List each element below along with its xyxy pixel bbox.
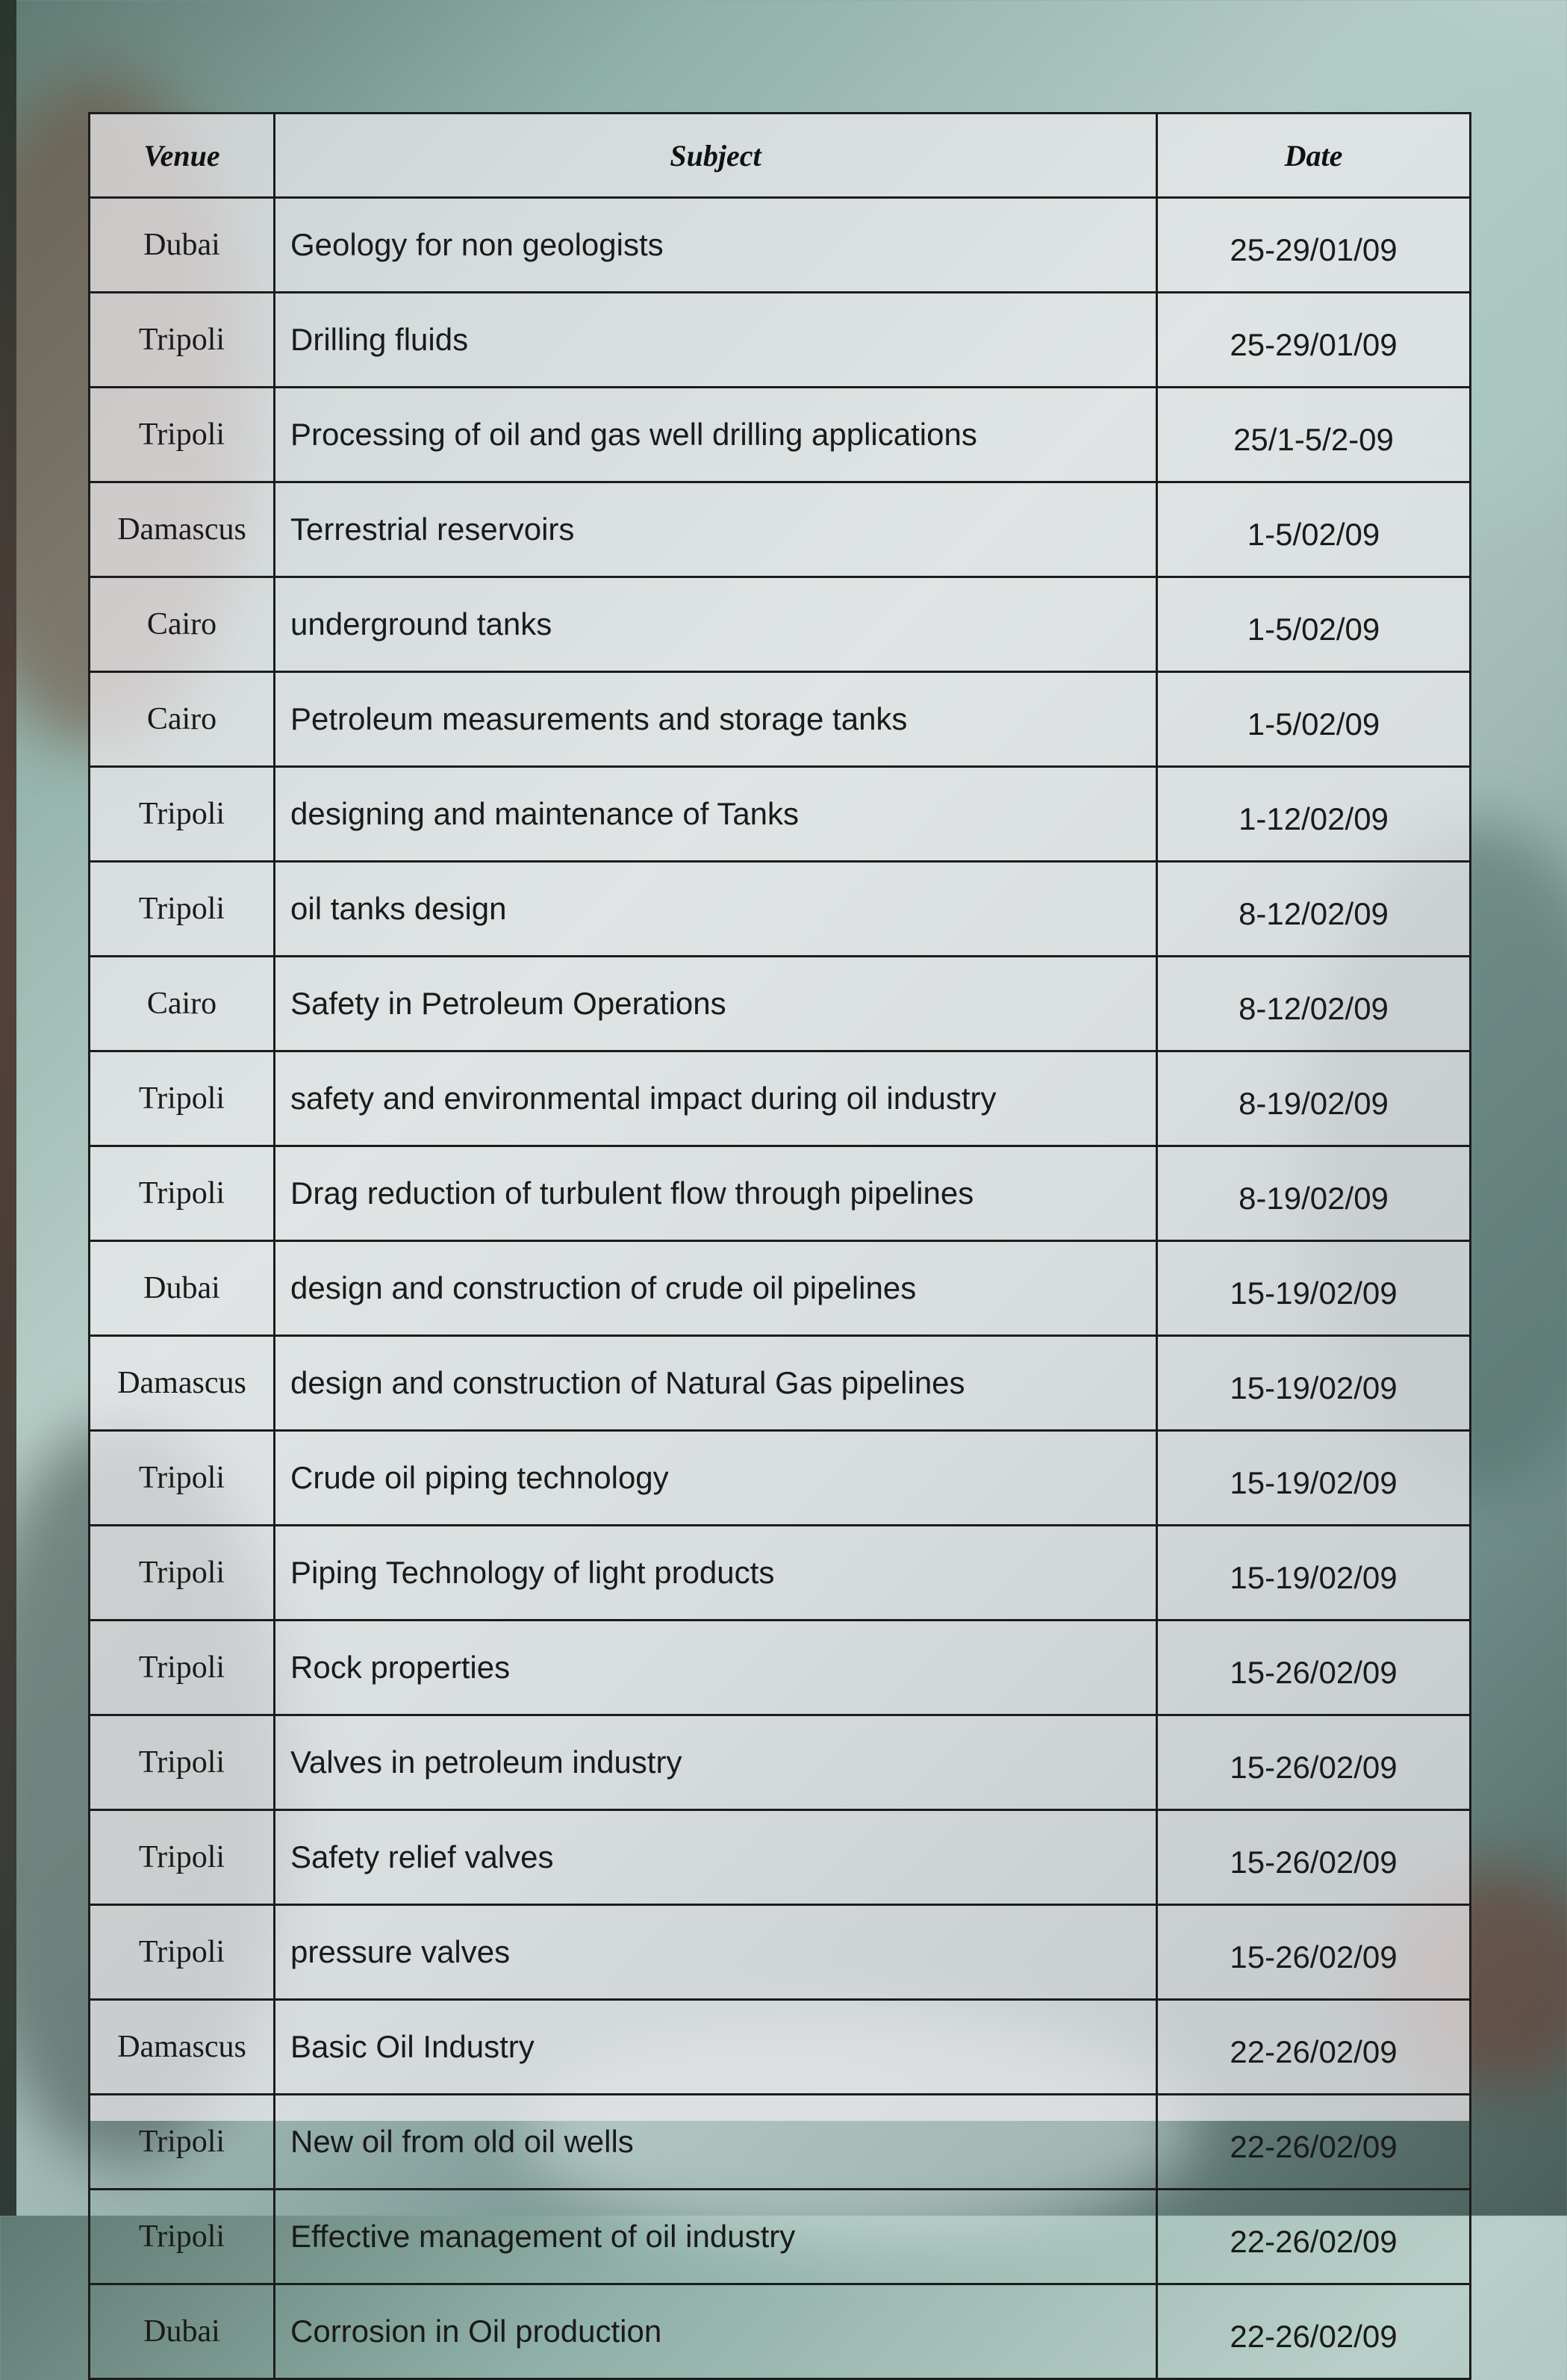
subject-cell: Rock properties (275, 1621, 1157, 1715)
table-row (90, 2095, 1471, 2190)
date-cell: 8-19/02/09 (1157, 1051, 1471, 1146)
venue-cell: Dubai (90, 1241, 275, 1336)
venue-cell: Tripoli (90, 1146, 275, 1241)
table-row (90, 1526, 1471, 1621)
date-cell: 25/1-5/2-09 (1157, 388, 1471, 482)
table-row (90, 767, 1471, 862)
table-row (90, 672, 1471, 767)
venue-cell: Tripoli (90, 2095, 275, 2190)
subject-cell: design and construction of Natural Gas pipelines (275, 1336, 1157, 1431)
date-cell: 15-19/02/09 (1157, 1336, 1471, 1431)
date-cell: 1-12/02/09 (1157, 767, 1471, 862)
table-row (90, 957, 1471, 1051)
table-row (90, 1810, 1471, 1905)
venue-cell: Tripoli (90, 1905, 275, 2000)
subject-cell: Piping Technology of light products (275, 1526, 1157, 1621)
venue-cell: Dubai (90, 198, 275, 293)
date-cell: 15-19/02/09 (1157, 1241, 1471, 1336)
date-cell: 25-29/01/09 (1157, 198, 1471, 293)
venue-cell: Tripoli (90, 388, 275, 482)
table-row (90, 1621, 1471, 1715)
venue-cell: Damascus (90, 1336, 275, 1431)
table-row (90, 1051, 1471, 1146)
date-cell: 15-26/02/09 (1157, 1905, 1471, 2000)
venue-cell: Tripoli (90, 767, 275, 862)
subject-cell: Basic Oil Industry (275, 2000, 1157, 2095)
venue-cell: Tripoli (90, 862, 275, 957)
date-cell: 1-5/02/09 (1157, 672, 1471, 767)
date-cell: 22-26/02/09 (1157, 2000, 1471, 2095)
subject-cell: Effective management of oil industry (275, 2190, 1157, 2284)
venue-cell: Tripoli (90, 2190, 275, 2284)
subject-cell: Geology for non geologists (275, 198, 1157, 293)
table-row (90, 862, 1471, 957)
header-row (90, 114, 1471, 198)
subject-cell: Corrosion in Oil production (275, 2284, 1157, 2379)
subject-cell: Drag reduction of turbulent flow through pipelines (275, 1146, 1157, 1241)
subject-cell: Safety in Petroleum Operations (275, 957, 1157, 1051)
table-row (90, 1905, 1471, 2000)
table-row (90, 293, 1471, 388)
subject-cell: design and construction of crude oil pipelines (275, 1241, 1157, 1336)
venue-cell: Tripoli (90, 1810, 275, 1905)
date-cell: 22-26/02/09 (1157, 2095, 1471, 2190)
table-row (90, 1146, 1471, 1241)
date-cell: 1-5/02/09 (1157, 577, 1471, 672)
venue-cell: Tripoli (90, 1431, 275, 1526)
table-row (90, 1336, 1471, 1431)
venue-cell: Tripoli (90, 1715, 275, 1810)
date-cell: 8-12/02/09 (1157, 957, 1471, 1051)
date-header: Date (1157, 114, 1471, 198)
table-row (90, 1241, 1471, 1336)
date-cell: 22-26/02/09 (1157, 2190, 1471, 2284)
subject-cell: Processing of oil and gas well drilling applications (275, 388, 1157, 482)
venue-cell: Tripoli (90, 1526, 275, 1621)
venue-cell: Tripoli (90, 293, 275, 388)
table-row (90, 1715, 1471, 1810)
date-cell: 15-19/02/09 (1157, 1431, 1471, 1526)
table-row (90, 1431, 1471, 1526)
table-row (90, 2284, 1471, 2379)
venue-cell: Cairo (90, 672, 275, 767)
date-cell: 8-12/02/09 (1157, 862, 1471, 957)
subject-cell: Safety relief valves (275, 1810, 1157, 1905)
subject-cell: oil tanks design (275, 862, 1157, 957)
subject-cell: underground tanks (275, 577, 1157, 672)
venue-cell: Dubai (90, 2284, 275, 2379)
subject-header: Subject (275, 114, 1157, 198)
course-schedule-table (88, 112, 1471, 2380)
date-cell: 25-29/01/09 (1157, 293, 1471, 388)
table-row (90, 2190, 1471, 2284)
date-cell: 8-19/02/09 (1157, 1146, 1471, 1241)
subject-cell: New oil from old oil wells (275, 2095, 1157, 2190)
date-cell: 15-26/02/09 (1157, 1621, 1471, 1715)
date-cell: 15-19/02/09 (1157, 1526, 1471, 1621)
subject-cell: Drilling fluids (275, 293, 1157, 388)
table-row (90, 198, 1471, 293)
venue-cell: Cairo (90, 577, 275, 672)
table-row (90, 577, 1471, 672)
page-edge-strip (0, 0, 16, 2216)
date-cell: 15-26/02/09 (1157, 1810, 1471, 1905)
subject-cell: Petroleum measurements and storage tanks (275, 672, 1157, 767)
subject-cell: Terrestrial reservoirs (275, 482, 1157, 577)
venue-cell: Cairo (90, 957, 275, 1051)
subject-cell: safety and environmental impact during oil industry (275, 1051, 1157, 1146)
subject-cell: Crude oil piping technology (275, 1431, 1157, 1526)
venue-cell: Tripoli (90, 1051, 275, 1146)
date-cell: 22-26/02/09 (1157, 2284, 1471, 2379)
table-row (90, 388, 1471, 482)
subject-cell: pressure valves (275, 1905, 1157, 2000)
table-row (90, 482, 1471, 577)
venue-cell: Damascus (90, 2000, 275, 2095)
venue-header: Venue (90, 114, 275, 198)
subject-cell: designing and maintenance of Tanks (275, 767, 1157, 862)
subject-cell: Valves in petroleum industry (275, 1715, 1157, 1810)
date-cell: 15-26/02/09 (1157, 1715, 1471, 1810)
venue-cell: Damascus (90, 482, 275, 577)
table-row (90, 2000, 1471, 2095)
date-cell: 1-5/02/09 (1157, 482, 1471, 577)
venue-cell: Tripoli (90, 1621, 275, 1715)
